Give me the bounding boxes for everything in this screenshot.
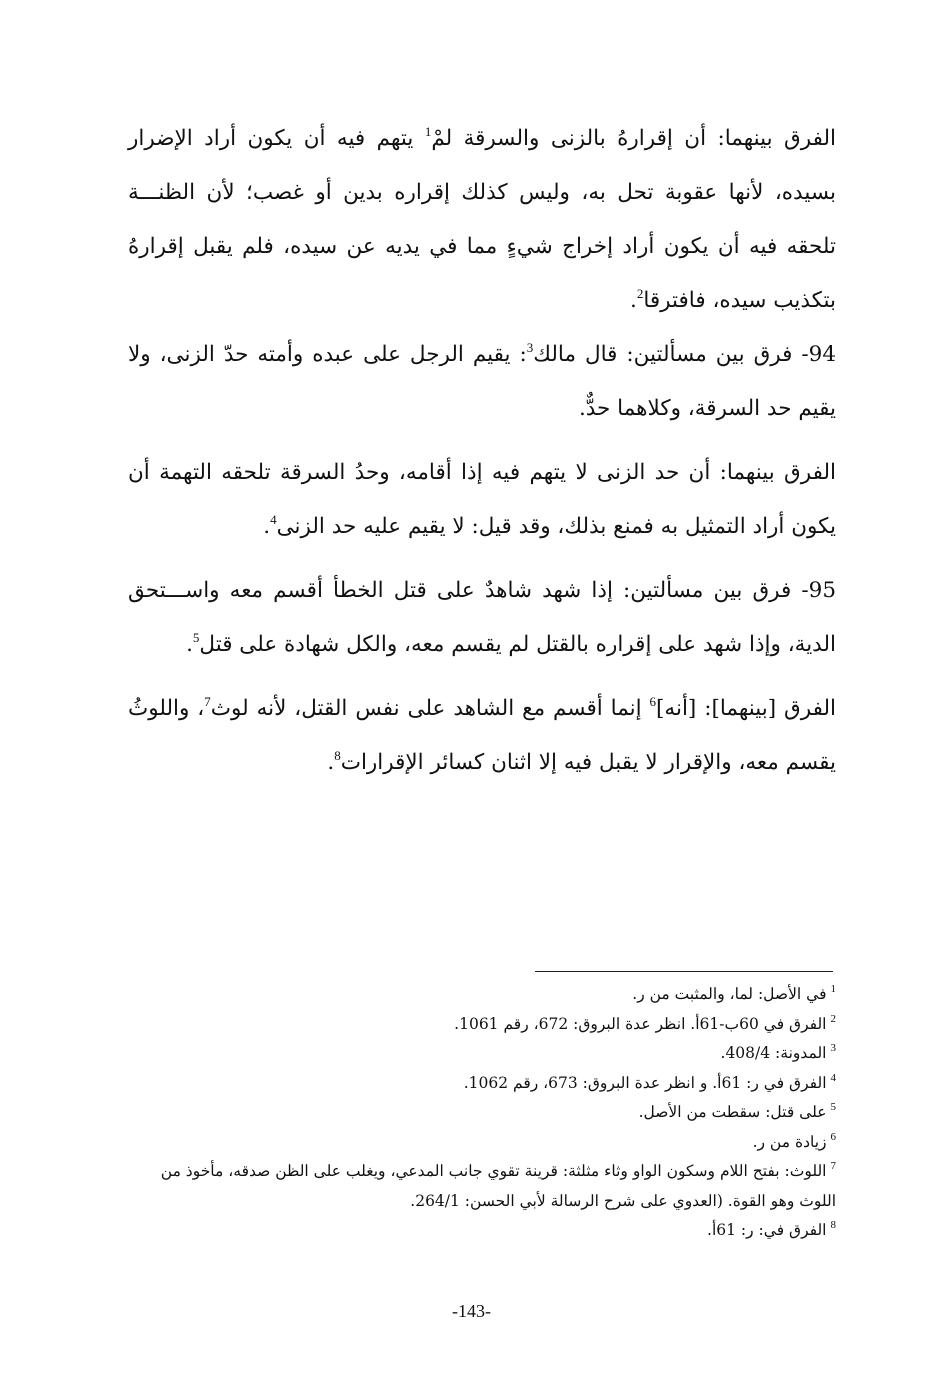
footnote-text: في الأصل: لما، والمثبت من ر. xyxy=(632,985,827,1003)
paragraph xyxy=(128,112,836,328)
footnote xyxy=(128,1010,836,1040)
footnote xyxy=(128,1069,836,1099)
footnote-ref[interactable]: 1 xyxy=(424,124,432,139)
main-text xyxy=(128,112,836,790)
paragraph-text: : يقيم الرجل على عبده وأمته حدّ الزنى، ولا يقيم حد السرقة، وكلاهما حدٌّ. xyxy=(128,342,836,421)
footnote xyxy=(128,1157,836,1216)
footnotes xyxy=(128,980,836,1246)
footnote-number: 6 xyxy=(830,1130,836,1143)
footnote-ref[interactable]: 5 xyxy=(192,630,200,645)
page-number: -143- xyxy=(452,1301,491,1321)
footnote-text: الفرق في ر: 61أ. و انظر عدة البروق: 673، رقم 1062. xyxy=(463,1073,827,1092)
paragraph-text: الفرق [بينهما]: [أنه] xyxy=(656,696,836,721)
footnote-number: 8 xyxy=(830,1219,836,1231)
footnote-number: 7 xyxy=(830,1160,836,1172)
footnote-ref[interactable]: 6 xyxy=(649,694,657,709)
footnote-separator xyxy=(535,971,833,972)
footnote-ref[interactable]: 8 xyxy=(334,748,341,763)
paragraph-text: الفرق بينهما: أن إقرارهُ بالزنى والسرقة لمْ xyxy=(431,126,836,151)
footnote-text: المدونة: 408/4. xyxy=(720,1044,827,1062)
footnote xyxy=(128,1128,836,1158)
paragraph-text: 94- فرق بين مسألتين: قال مالك xyxy=(533,342,836,367)
footnote-text: زيادة من ر. xyxy=(752,1132,827,1151)
footnote-text: الفرق في 60ب-61أ. انظر عدة البروق: 672، رقم 1061. xyxy=(454,1014,827,1033)
footnote-text: اللوث: بفتح اللام وسكون الواو وثاء مثلثة: قرينة تقوي جانب المدعي، ويغلب على الظن صدقه، مأخوذ من اللوث وهو القوة. (العدوي على شرح الرسالة لأبي الحسن: 264/1. xyxy=(160,1162,836,1210)
paragraph-text: . xyxy=(629,288,637,313)
footnote-number: 2 xyxy=(830,1012,836,1025)
footnote-text: على قتل: سقطت من الأصل. xyxy=(638,1103,827,1121)
paragraph-text: . xyxy=(327,750,335,775)
footnote xyxy=(128,1216,836,1246)
paragraph-text: ، واللوثُ يقسم معه، والإقرار لا يقبل فيه إلا اثنان كسائر الإقرارات xyxy=(128,696,836,775)
footnote-ref[interactable]: 7 xyxy=(204,694,211,709)
footnote-number: 1 xyxy=(830,983,836,995)
paragraph xyxy=(128,446,836,554)
paragraph-text: . xyxy=(186,632,193,657)
paragraph xyxy=(128,682,836,790)
footnote-number: 5 xyxy=(830,1101,836,1113)
paragraph-text: . xyxy=(263,514,271,539)
footnote-ref[interactable]: 3 xyxy=(526,340,534,355)
footnote-ref[interactable]: 4 xyxy=(270,512,277,527)
paragraph-text: يتهم فيه أن يكون أراد الإضرار بسيده، لأنها عقوبة تحل به، وليس كذلك إقراره بدين أو غصب؛ لأن الظنـــة تلحقه فيه أن يكون أراد إخراج شيءٍ مما في يديه عن سيده، فلم يقبل إقرارهُ بتكذيب سيده، فافترقا xyxy=(128,126,836,313)
footnote-text: الفرق في: ر: 61أ. xyxy=(707,1221,827,1239)
paragraph xyxy=(128,564,836,672)
paragraph-text: الفرق بينهما: أن حد الزنى لا يتهم فيه إذا أقامه، وحدُ السرقة تلحقه التهمة أن يكون أراد التمثيل به فمنع بذلك، وقد قيل: لا يقيم عليه حد الزنى xyxy=(128,460,836,539)
footnote-number: 4 xyxy=(830,1071,836,1084)
footnote xyxy=(128,1098,836,1128)
paragraph-text: إنما أقسم مع الشاهد على نفس القتل، لأنه لوث xyxy=(210,696,650,721)
footnote xyxy=(128,980,836,1010)
paragraph-text: 95- فرق بين مسألتين: إذا شهد شاهدٌ على قتل الخطأ أقسم معه واســـتحق الدية، وإذا شهد على إقراره بالقتل لم يقسم معه، والكل شهادة على قتل xyxy=(128,578,836,657)
footnote-ref[interactable]: 2 xyxy=(636,286,644,301)
footnote xyxy=(128,1039,836,1069)
footnote-number: 3 xyxy=(830,1042,836,1054)
paragraph xyxy=(128,328,836,436)
